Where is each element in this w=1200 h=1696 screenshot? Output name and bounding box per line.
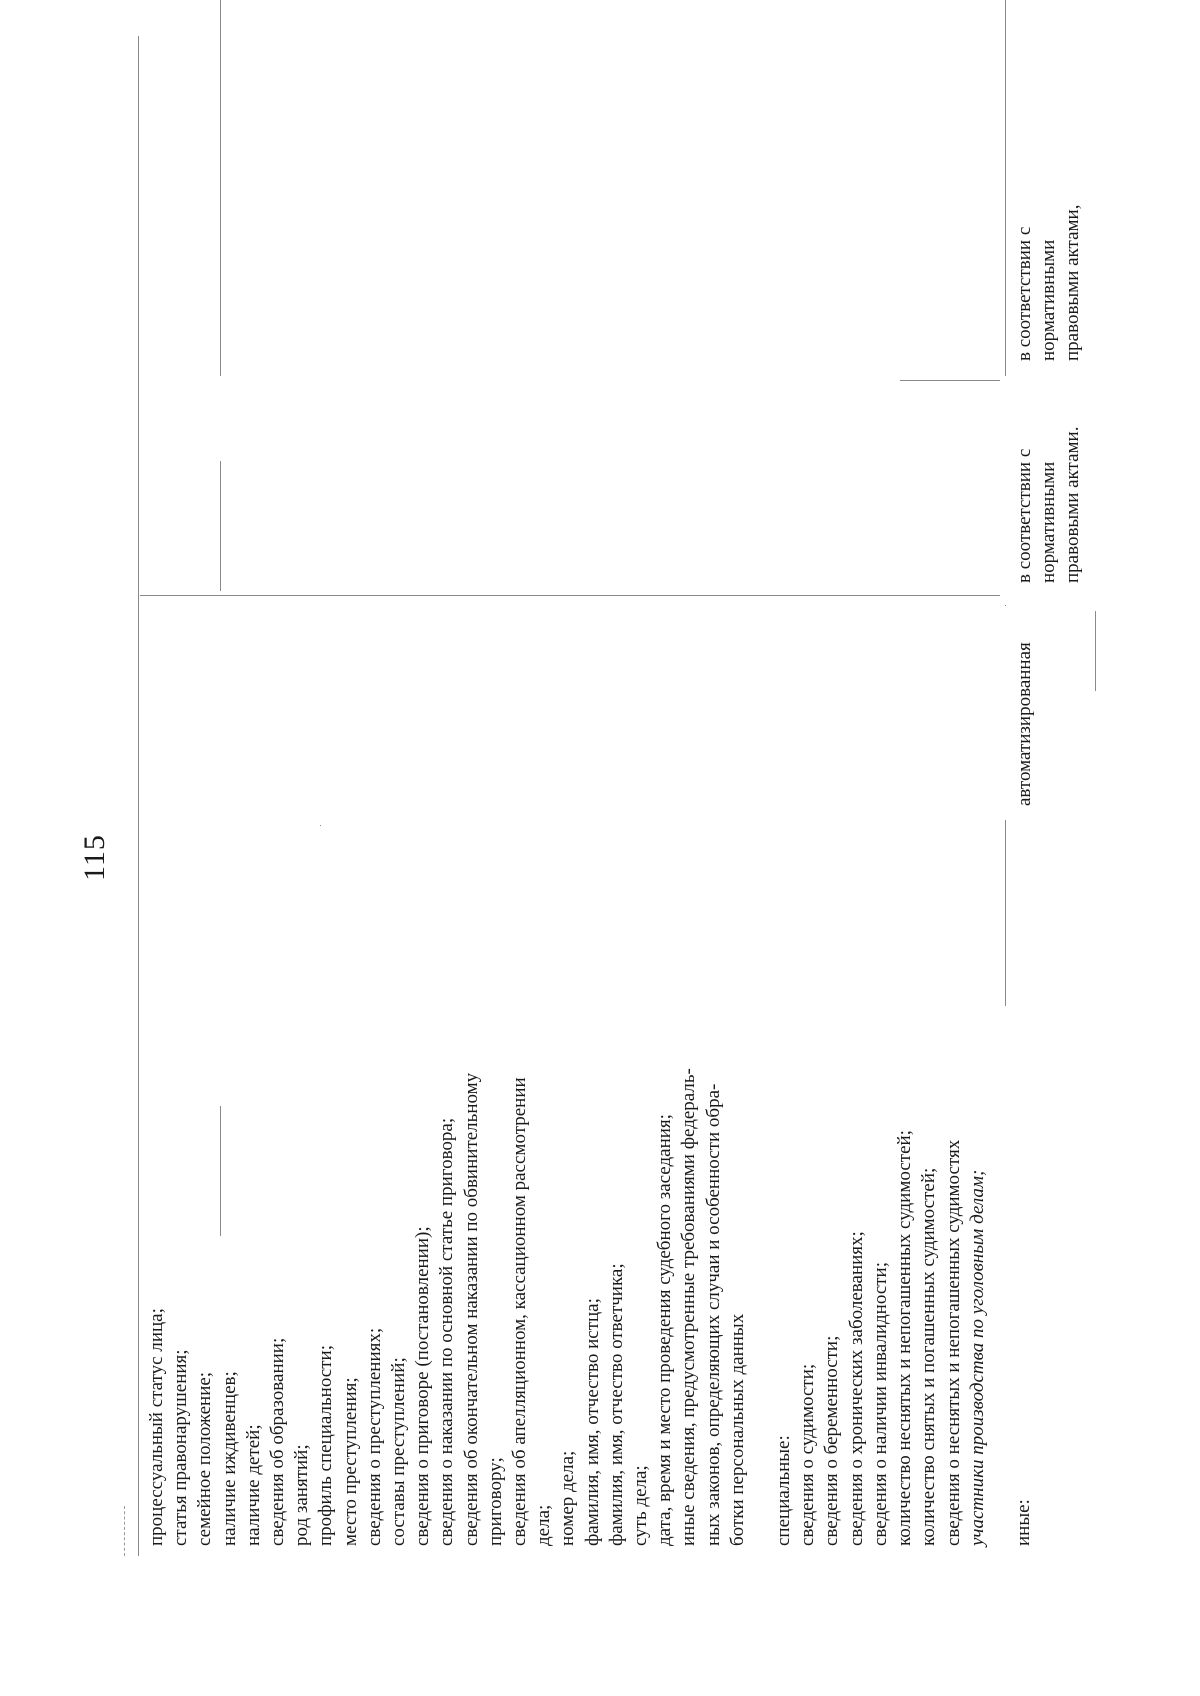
spacer bbox=[750, 826, 772, 1546]
processing-method-cell: автоматизированная bbox=[1014, 642, 1035, 806]
list-item: дата, время и место проведения судебного заседания; bbox=[654, 1114, 676, 1546]
list-item: дела; bbox=[533, 1504, 555, 1546]
legal-basis-line: в соответствии с bbox=[1014, 226, 1035, 361]
list-item: место преступления; bbox=[339, 1377, 361, 1546]
table-rule bbox=[1005, 0, 1006, 376]
table-rule bbox=[220, 0, 221, 376]
list-item: количество снятых и погашенных судимостей; bbox=[918, 1167, 940, 1546]
list-item: сведения о беременности; bbox=[821, 1335, 843, 1546]
list-item: процессуальный статус лица; bbox=[146, 1308, 167, 1546]
list-item: сведения о наказании по основной статье приговора; bbox=[436, 1117, 458, 1546]
list-item: фамилия, имя, отчество ответчика; bbox=[605, 1263, 627, 1546]
list-item: статья правонарушения; bbox=[170, 1349, 192, 1546]
special-heading: специальные: bbox=[773, 1435, 795, 1546]
table-rule-top bbox=[138, 36, 139, 1556]
list-item: номер дела; bbox=[557, 1450, 579, 1546]
legal-basis-line: нормативными bbox=[1038, 461, 1059, 583]
personal-data-list bbox=[145, 826, 1036, 1546]
list-item: сведения об образовании; bbox=[267, 1337, 289, 1546]
table-tick bbox=[1005, 820, 1006, 821]
other-heading: иные: bbox=[1012, 1499, 1034, 1546]
list-item: количество неснятых и непогашенных судимостей; bbox=[894, 1130, 916, 1546]
list-item: сведения о приговоре (постановлении); bbox=[412, 1226, 434, 1546]
list-item: сведения об апелляционном, кассационном рассмотрении bbox=[509, 1077, 531, 1546]
list-item: ных законов, определяющих случаи и особенности обра- bbox=[702, 1083, 724, 1546]
list-item: сведения о преступлениях; bbox=[363, 1327, 385, 1546]
list-item: фамилия, имя, отчество истца; bbox=[581, 1298, 603, 1546]
table-rule bbox=[220, 461, 221, 591]
list-item: наличие иждивенцев; bbox=[218, 1371, 240, 1546]
table-rule bbox=[1095, 611, 1096, 691]
legal-basis-line: нормативными bbox=[1038, 239, 1059, 361]
list-item: сведения о наличии инвалидности; bbox=[869, 1261, 891, 1546]
legal-basis-line: правовыми актами, bbox=[1062, 204, 1083, 361]
list-item: наличие детей; bbox=[242, 1424, 264, 1546]
legal-basis-line: в соответствии с bbox=[1014, 448, 1035, 583]
list-item: род занятий; bbox=[291, 1444, 313, 1546]
table-divider bbox=[900, 380, 1000, 381]
table-divider bbox=[140, 595, 1000, 596]
list-item: приговору; bbox=[484, 1457, 506, 1546]
page-number: 115 bbox=[78, 834, 111, 881]
list-item: сведения об окончательном наказании по обвинительному bbox=[460, 1072, 482, 1546]
table-tick bbox=[1005, 605, 1006, 606]
legal-basis-cell bbox=[1013, 205, 1085, 361]
list-item: сведения о хронических заболеваниях; bbox=[845, 1231, 867, 1546]
list-item: сведения о неснятых и непогашенных судимостях bbox=[942, 1139, 964, 1546]
dash-rule bbox=[124, 1506, 125, 1556]
list-item: составы преступлений; bbox=[388, 1357, 410, 1546]
list-item: сведения о судимости; bbox=[797, 1363, 819, 1546]
list-item: ботки персональных данных bbox=[726, 1313, 748, 1546]
spacer bbox=[990, 826, 1012, 1546]
list-item: суть дела; bbox=[630, 1465, 652, 1546]
legal-basis-cell bbox=[1013, 427, 1085, 583]
legal-basis-line: правовыми актами. bbox=[1062, 426, 1083, 583]
list-item: иные сведения, предусмотренные требованиями федераль- bbox=[678, 1068, 700, 1546]
participants-line: участники производства по уголовным делам; bbox=[966, 1169, 988, 1546]
list-item: профиль специальности; bbox=[315, 1345, 337, 1546]
list-item: семейное положение; bbox=[194, 1371, 216, 1546]
